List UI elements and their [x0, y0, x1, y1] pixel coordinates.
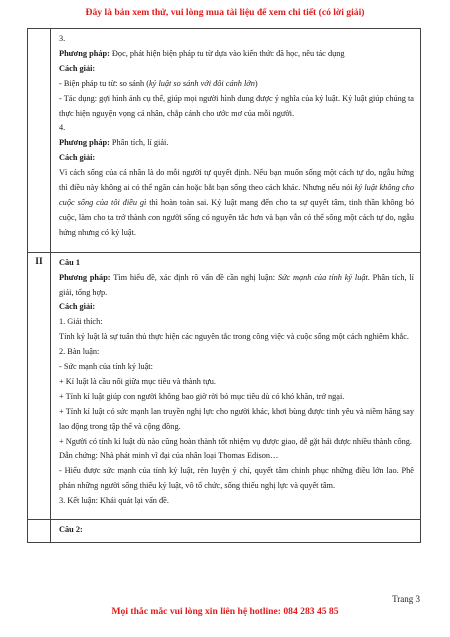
- method-text: Đọc, phát hiện biện pháp tu từ dựa vào kiến thức đã học, nêu tác dụng: [109, 48, 345, 58]
- paragraph: 3. Kết luận: Khái quát lại vấn đề.: [59, 496, 169, 506]
- text-span: thì hoàn toàn sai. Kỷ luật mang đến cho ta sự quyết tâm, tinh thần không bỏ cuộc, làm cho ta trở thành con người sống có nguyên tắc hơn và bạn vẫn có thể sống một cách tự do, ngẫu hứng nhưng có kỷ luật.: [59, 197, 414, 237]
- row-label-cell: [28, 520, 51, 543]
- method-label: Phương pháp:: [59, 138, 110, 148]
- paragraph: [59, 77, 414, 92]
- answer-cell: [51, 252, 421, 519]
- italic-text: Sức mạnh của tính kỷ luật: [277, 272, 368, 282]
- paragraph: + Tính kỉ luật giúp con người không bao giờ rời bỏ mục tiêu dù có khó khăn, trở ngại.: [59, 391, 345, 401]
- text-span: Vì cách sống của cá nhân là do mỗi người tự quyết định. Nếu bạn muốn sống một cách tự do, ngẫu hứng thì điều này không ai có thể ngăn cản hoặc bắt bạn sống theo cách khác. Nhưng nếu nói: [59, 168, 414, 193]
- method-text: . Phân tích, lí giải, tổng hợp.: [59, 272, 414, 297]
- method-label: Phương pháp:: [59, 272, 111, 282]
- method-line: [59, 271, 414, 301]
- hotline-banner: Mọi thắc mắc vui lòng xin liên hệ hotline: 084 283 45 85: [111, 606, 339, 617]
- method-text: Phân tích, lí giải.: [109, 138, 169, 148]
- paragraph: - Hiểu được sức mạnh của tính kỷ luật, rèn luyện ý chí, quyết tâm chinh phục những điều lớn lao. Phê phán những người sống thiếu kỷ luật, vô tổ chức, sống thiếu nghị lực và quyết tâm.: [59, 466, 414, 491]
- table-row: [28, 252, 421, 519]
- row-label-cell: [28, 29, 51, 253]
- answer-table: [27, 28, 421, 543]
- method-line: [59, 136, 414, 151]
- italic-text: kỷ luật không cho cuộc sống của tôi điều gì: [59, 183, 414, 207]
- row-label: II: [35, 256, 43, 267]
- solution-label: Cách giải:: [59, 63, 96, 73]
- method-line: [59, 47, 414, 62]
- table-row: [28, 520, 421, 543]
- paragraph: + Kỉ luật là cầu nối giữa mục tiêu và thành tựu.: [59, 376, 216, 386]
- answer-cell: [51, 29, 421, 253]
- paragraph: 2. Bàn luận:: [59, 347, 100, 357]
- italic-text: kỷ luật so sánh với đôi cánh lớn: [149, 78, 255, 88]
- question-title: Câu 2:: [59, 525, 83, 535]
- question-number: 4.: [59, 123, 66, 133]
- text-span: - Biện pháp tu từ: so sánh (: [59, 78, 149, 88]
- paragraph: - Tác dụng: gợi hình ảnh cụ thể, giúp mọi người hình dung được ý nghĩa của kỷ luật. Kỷ luật giúp chúng ta thực hiện nguyện vọng cá nhân, chắp cánh cho ước mơ của mỗi người.: [59, 93, 414, 118]
- page-number: Trang 3: [392, 594, 420, 604]
- paragraph: + Tính kỉ luật có sức mạnh lan truyền nghị lực cho người khác, khơi bùng được tinh yêu và niềm hăng say lao động trong tập thể và cộng đồng.: [59, 406, 414, 431]
- question-number: 3.: [59, 34, 66, 43]
- preview-notice-banner: Đây là bản xem thử, vui lòng mua tài liệu để xem chi tiết (có lời giải): [85, 7, 365, 18]
- text-span: ): [254, 78, 258, 88]
- row-label: [28, 29, 50, 33]
- paragraph: Dẫn chứng: Nhà phát minh vĩ đại của nhân loại Thomas Edison…: [59, 451, 279, 461]
- solution-label: Cách giải:: [59, 153, 96, 163]
- paragraph: 1. Giải thích:: [59, 317, 103, 327]
- paragraph: Tính kỷ luật là sự tuân thủ thực hiện các nguyên tắc trong công việc và cuộc sống một cách nghiêm khắc.: [59, 332, 409, 342]
- method-label: Phương pháp:: [59, 48, 110, 58]
- solution-label: Cách giải:: [59, 302, 96, 312]
- row-label-cell: [28, 252, 51, 519]
- paragraph: - Sức mạnh của tính kỷ luật:: [59, 362, 153, 372]
- method-text: Tìm hiểu đề, xác định rõ vấn đề cần nghị luận:: [110, 272, 278, 282]
- answer-cell: [51, 520, 421, 543]
- paragraph: [59, 166, 414, 241]
- table-row: [28, 29, 421, 253]
- paragraph: + Người có tính kỉ luật dù nào cũng hoàn thành tốt nhiệm vụ được giao, dễ gặt hái được nhiều thành công.: [59, 436, 412, 446]
- question-title: Câu 1: [59, 257, 80, 267]
